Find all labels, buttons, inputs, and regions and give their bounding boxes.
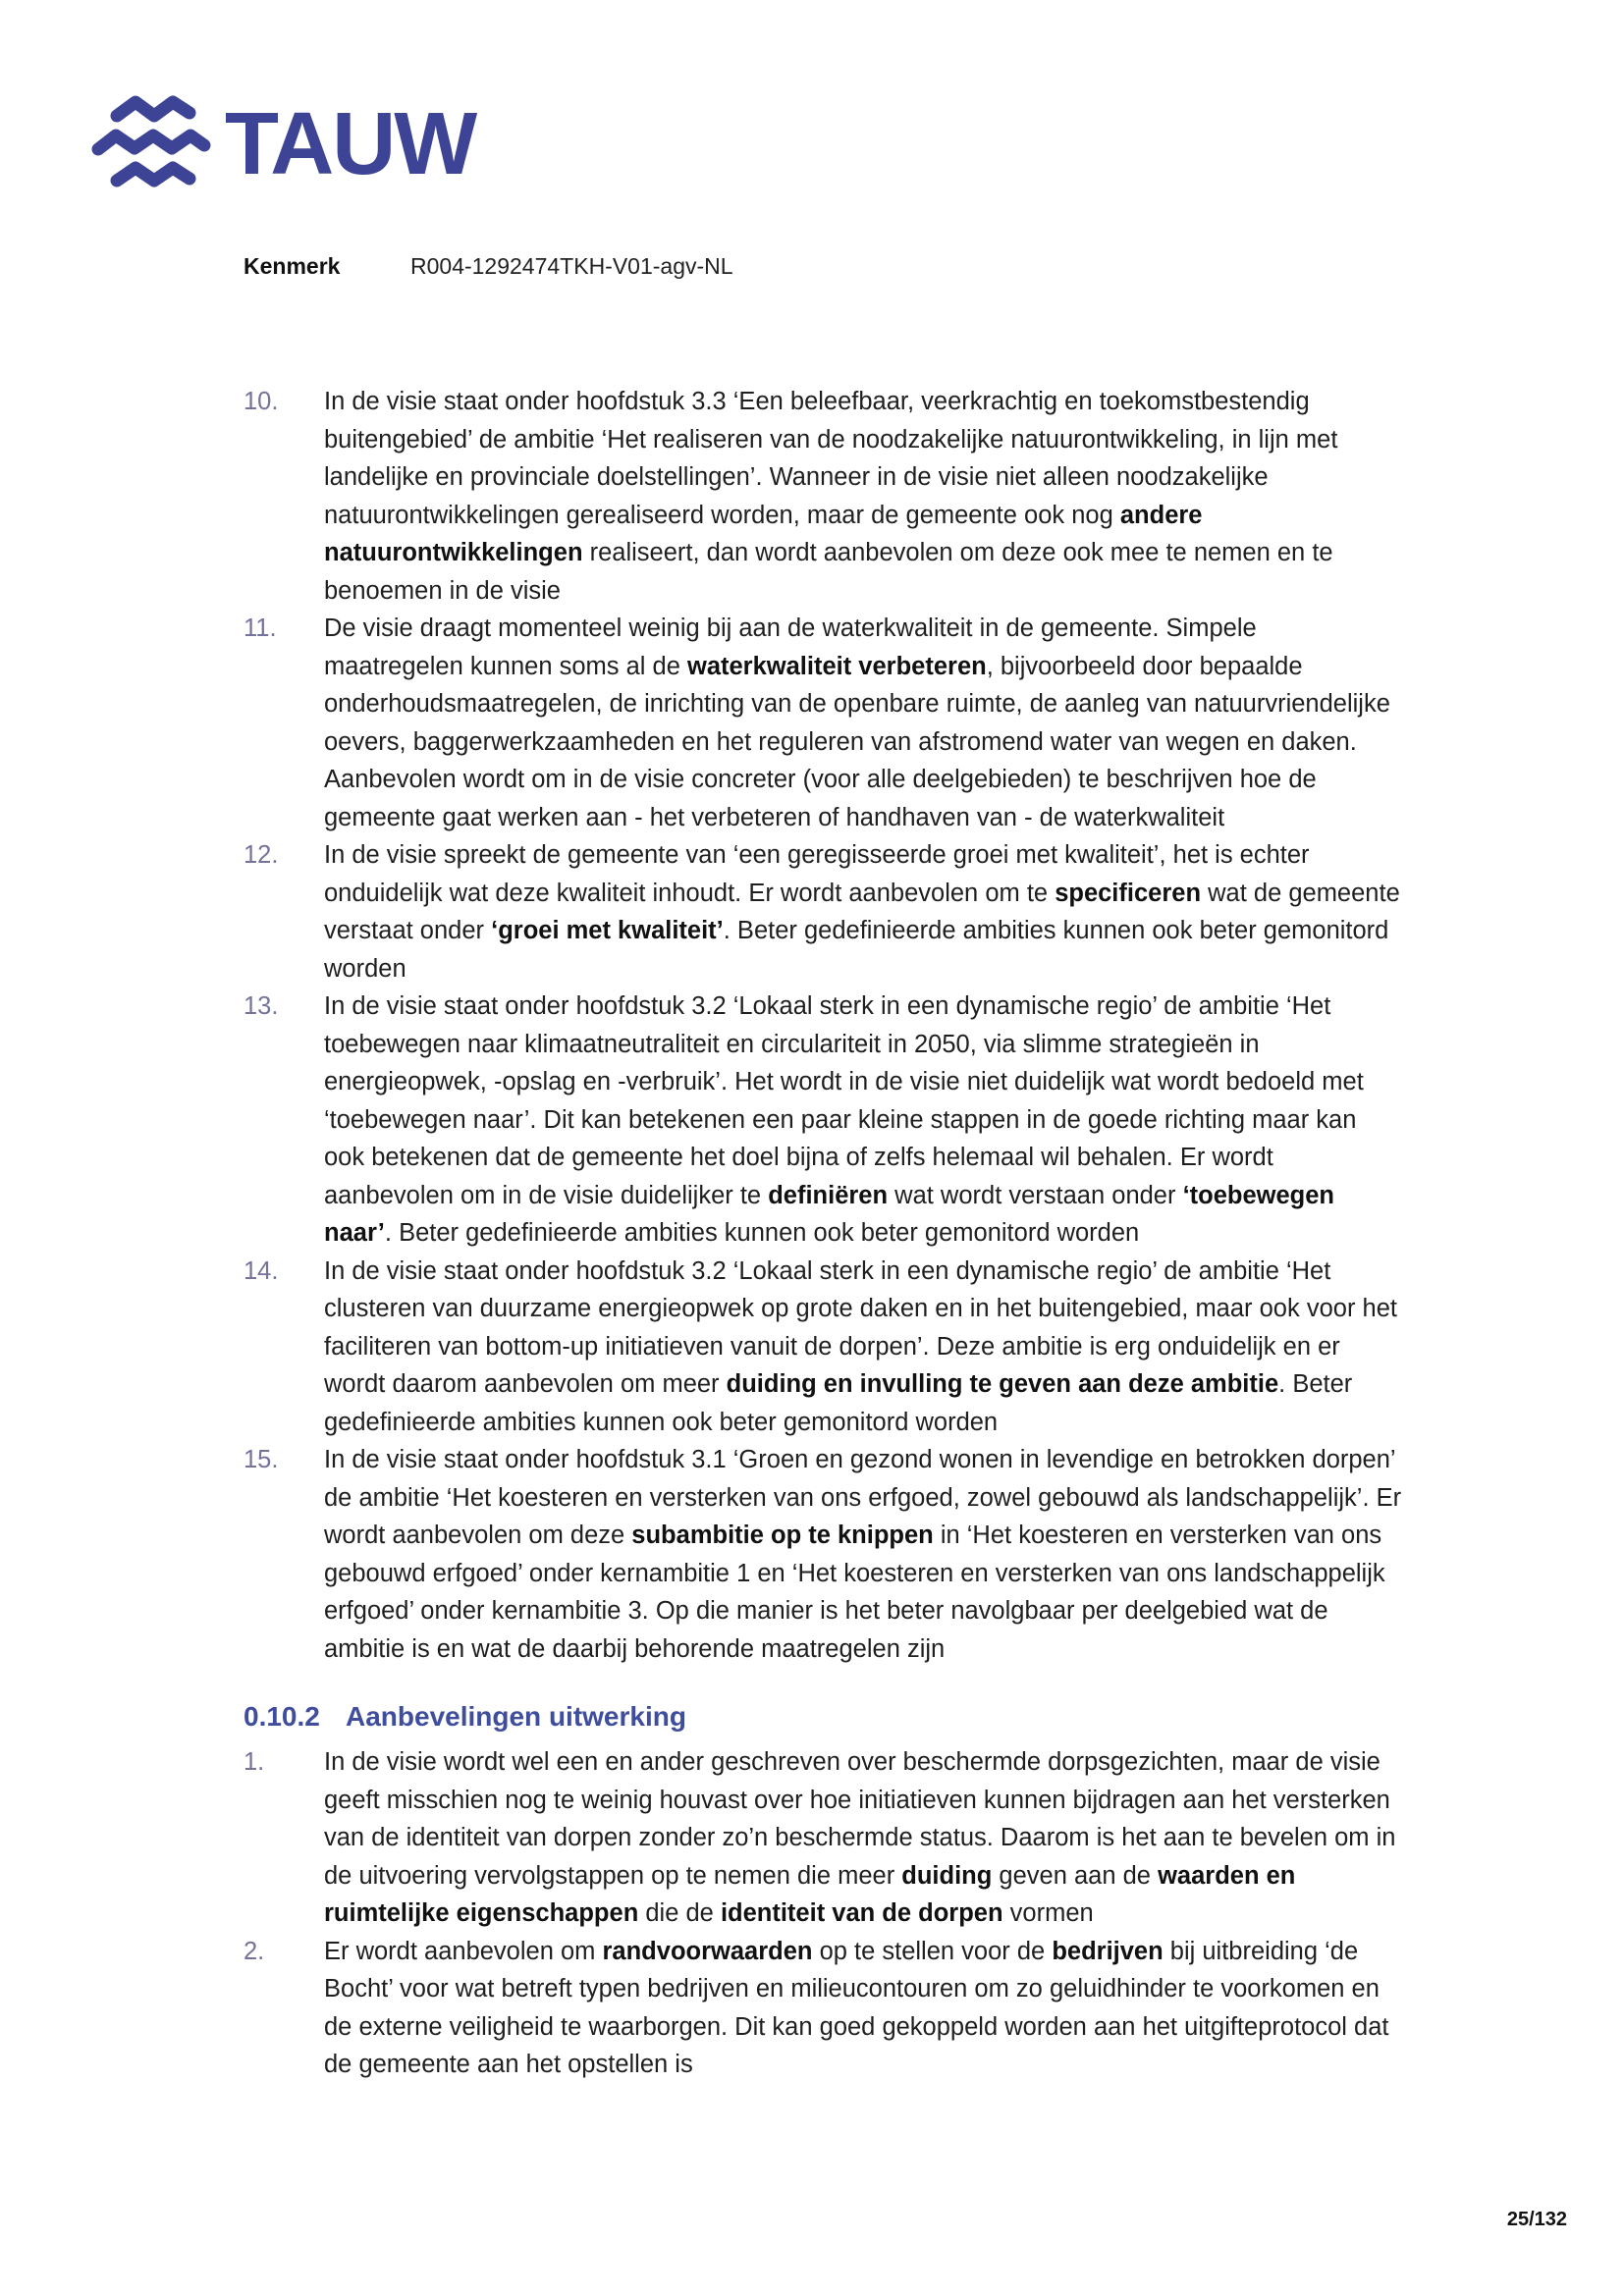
document-reference-row [244, 251, 733, 281]
page-content [244, 383, 1402, 2084]
list-item [244, 988, 1402, 1253]
list-item-text: In de visie staat onder hoofdstuk 3.3 ‘Een beleefbaar, veerkrachtig en toekomstbestendig buitengebied’ de ambitie ‘Het realiseren van de noodzakelijke natuurontwikkeling, in lijn met landelijke en provinciale doelstellingen’. Wanneer in de visie niet alleen noodzakelijke natuurontwikkelingen gerealiseerd worden, maar de gemeente ook nog andere natuurontwikkelingen realiseert, dan wordt aanbevolen om deze ook mee te nemen en te benoemen in de visie [324, 388, 1338, 605]
list-item-number: 11. [244, 614, 277, 642]
kenmerk-label: Kenmerk [244, 253, 341, 279]
tauw-logo [91, 92, 475, 196]
section-title: Aanbevelingen uitwerking [346, 1701, 686, 1732]
list-item [244, 1933, 1402, 2084]
list-item [244, 1441, 1402, 1668]
list-item-text: In de visie staat onder hoofdstuk 3.2 ‘Lokaal sterk in een dynamische regio’ de ambitie ‘Het toebewegen naar klimaatneutraliteit en circulariteit in 2050, via slimme strategieën in energieopwek, -opslag en -verbruik’. Het wordt in de visie niet duidelijk wat wordt bedoeld met ‘toebewegen naar’. Dit kan betekenen een paar kleine stappen in de goede richting maar kan ook betekenen dat de gemeente het doel bijna of zelfs helemaal wil behalen. Er wordt aanbevolen om in de visie duidelijker te definiëren wat wordt verstaan onder ‘toebewegen naar’. Beter gedefinieerde ambities kunnen ook beter gemonitord worden [324, 992, 1364, 1247]
list-item-text: Er wordt aanbevolen om randvoorwaarden op te stellen voor de bedrijven bij uitbreiding ‘de Bocht’ voor wat betreft typen bedrijven en milieucontouren om zo geluidhinder te voorkomen en de externe veiligheid te waarborgen. Dit kan goed gekoppeld worden aan het uitgifteprotocol dat de gemeente aan het opstellen is [324, 1937, 1389, 2078]
list-item-text: In de visie spreekt de gemeente van ‘een geregisseerde groei met kwaliteit’, het is echter onduidelijk wat deze kwaliteit inhoudt. Er wordt aanbevolen om te specificeren wat de gemeente verstaat onder ‘groei met kwaliteit’. Beter gedefinieerde ambities kunnen ook beter gemonitord worden [324, 841, 1400, 983]
list-item-text: In de visie staat onder hoofdstuk 3.2 ‘Lokaal sterk in een dynamische regio’ de ambitie ‘Het clusteren van duurzame energieopwek op grote daken en in het buitengebied, maar ook voor het faciliteren van bottom-up initiatieven vanuit de dorpen’. Deze ambitie is erg onduidelijk en er wordt daarom aanbevolen om meer duiding en invulling te geven aan deze ambitie. Beter gedefinieerde ambities kunnen ook beter gemonitord worden [324, 1256, 1397, 1436]
kenmerk-value: R004-1292474TKH-V01-agv-NL [410, 253, 733, 279]
page-number: 25/132 [1506, 2209, 1567, 2230]
list-item [244, 1743, 1402, 1933]
list-item-number: 14. [244, 1256, 279, 1285]
list-item-number: 10. [244, 388, 279, 415]
section-heading [244, 1699, 1402, 1735]
list-item-text: In de visie wordt wel een en ander geschreven over beschermde dorpsgezichten, maar de visie geeft misschien nog te weinig houvast over hoe initiatieven kunnen bijdragen aan het versterken van de identiteit van dorpen zonder zo’n beschermde status. Daarom is het aan te bevelen om in de uitvoering vervolgstappen op te nemen die meer duiding geven aan de waarden en ruimtelijke eigenschappen die de identiteit van de dorpen vormen [324, 1748, 1396, 1927]
section-list [244, 1743, 1402, 2084]
list-item-number: 12. [244, 841, 279, 869]
tauw-waves-icon [91, 92, 211, 196]
list-item [244, 1253, 1402, 1442]
list-item-number: 1. [244, 1748, 265, 1776]
list-item [244, 836, 1402, 988]
list-item-number: 15. [244, 1446, 279, 1473]
tauw-logo-text: TAUW [225, 95, 476, 193]
list-item-number: 13. [244, 992, 279, 1020]
list-item [244, 383, 1402, 610]
list-item [244, 610, 1402, 836]
list-item-number: 2. [244, 1937, 265, 1965]
list-item-text: In de visie staat onder hoofdstuk 3.1 ‘Groen en gezond wonen in levendige en betrokken dorpen’ de ambitie ‘Het koesteren en versterken van ons erfgoed, zowel gebouwd als landschappelijk’. Er wordt aanbevolen om deze subambitie op te knippen in ‘Het koesteren en versterken van ons gebouwd erfgoed’ onder kernambitie 1 en ‘Het koesteren en versterken van ons landschappelijk erfgoed’ onder kernambitie 3. Op die manier is het beter navolgbaar per deelgebied wat de ambitie is en wat de daarbij behorende maatregelen zijn [324, 1446, 1402, 1663]
recommendations-list [244, 383, 1402, 1668]
section-number: 0.10.2 [244, 1701, 320, 1732]
list-item-text: De visie draagt momenteel weinig bij aan de waterkwaliteit in de gemeente. Simpele maatregelen kunnen soms al de waterkwaliteit verbeteren, bijvoorbeeld door bepaalde onderhoudsmaatregelen, de inrichting van de openbare ruimte, de aanleg van natuurvriendelijke oevers, baggerwerkzaamheden en het reguleren van afstromend water van wegen en daken. Aanbevolen wordt om in de visie concreter (voor alle deelgebieden) te beschrijven hoe de gemeente gaat werken aan - het verbeteren of handhaven van - de waterkwaliteit [324, 614, 1390, 831]
